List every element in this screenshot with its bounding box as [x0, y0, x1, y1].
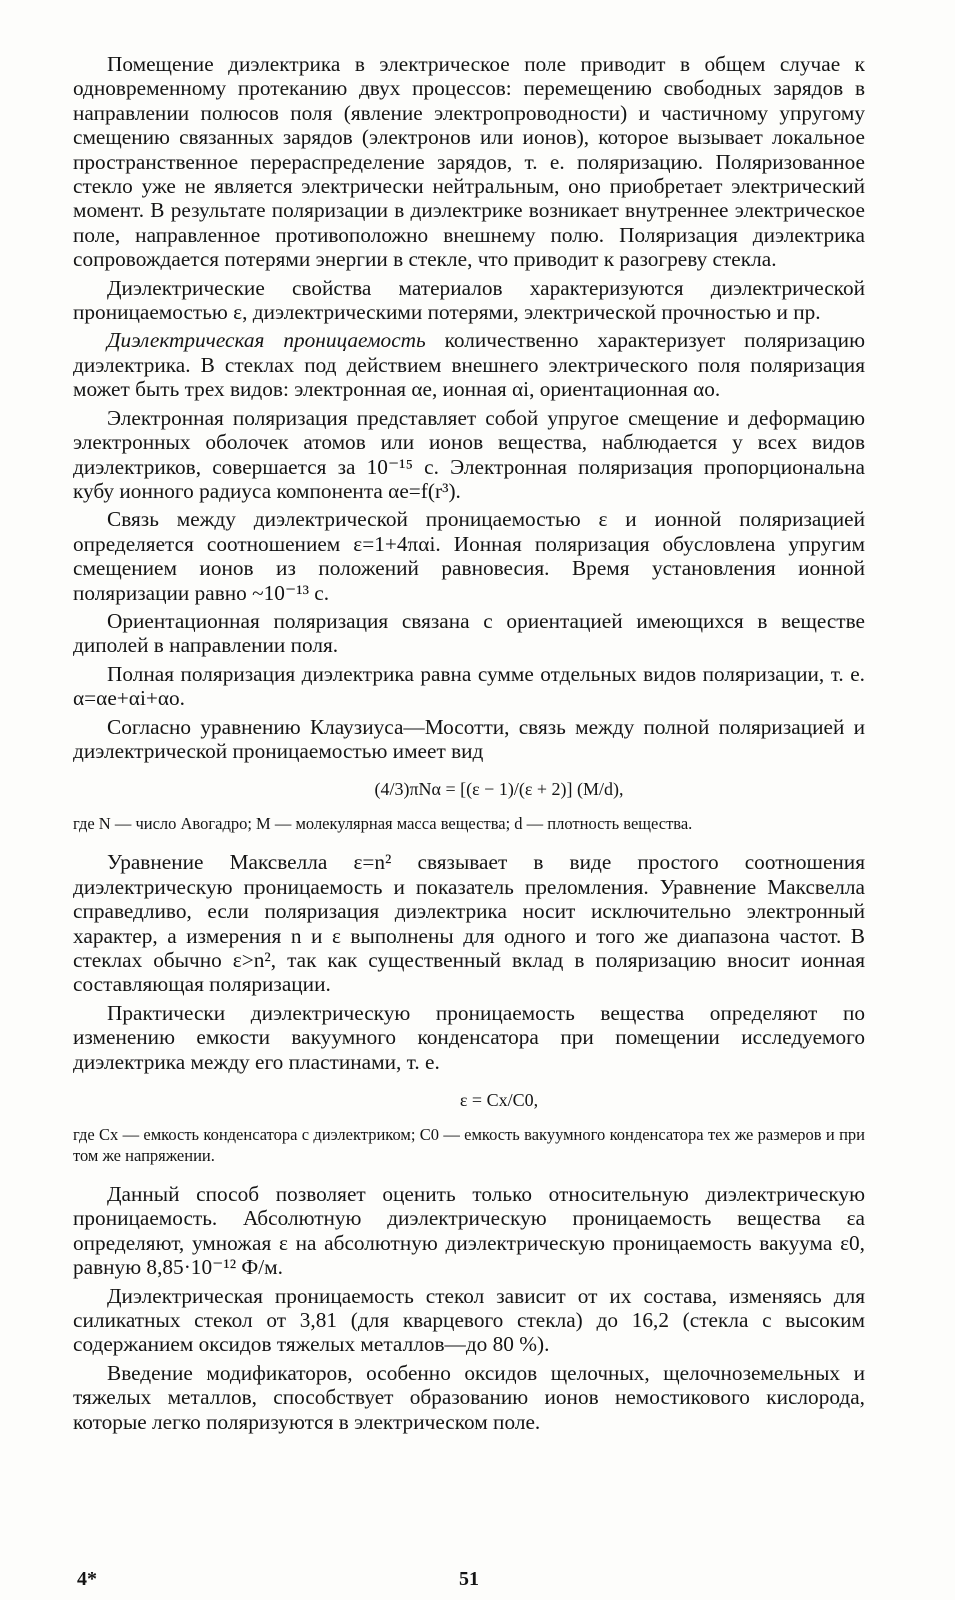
paragraph-orientation-polarization: Ориентационная поляризация связана с ориентацией имеющихся в веществе диполей в направлении поля.: [73, 608, 865, 658]
page-body: [73, 52, 865, 1438]
italic-term: Диэлектрическая проницаемость: [107, 328, 426, 353]
paragraph-electronic-polarization: Электронная поляризация представляет собой упругое смещение и деформацию электронных оболочек атомов или ионов вещества, наблюдается у всех видов диэлектриков, совершается за 10⁻¹⁵ с. Электронная поляризация пропорциональна кубу ионного радиуса компонента αe=f(r³).: [73, 405, 865, 503]
note-formula-symbols: где N — число Авогадро; M — молекулярная масса вещества; d — плотность вещества.: [73, 814, 693, 834]
paragraph-capacitance-method: Практически диэлектрическую проницаемость вещества определяют по изменению емкости вакуумного конденсатора при помещении исследуемого диэлектрика между его пластинами, т. е.: [73, 1000, 865, 1074]
paragraph-total-polarization: Полная поляризация диэлектрика равна сумме отдельных видов поляризации, т. е. α=αe+αi+αo.: [73, 661, 865, 711]
formula-capacitance-ratio: ε = Cx/C0,: [459, 1090, 539, 1111]
note-capacitance-symbols: где Cx — емкость конденсатора с диэлектриком; C0 — емкость вакуумного конденсатора тех же размеров и при том же напряжении.: [73, 1125, 865, 1166]
printer-signature-mark: 4*: [77, 1568, 97, 1590]
paragraph-permittivity-definition: [73, 328, 865, 401]
paragraph-absolute-permittivity: Данный способ позволяет оценить только относительную диэлектрическую проницаемость. Абсолютную диэлектрическую проницаемость вещества εa определяют, умножая ε на абсолютную диэлектрическую проницаемость вакуума ε0, равную 8,85·10⁻¹² Ф/м.: [73, 1182, 865, 1280]
paragraph-modifiers: Введение модификаторов, особенно оксидов щелочных, щелочноземельных и тяжелых металлов, способствует образованию ионов немостикового кислорода, которые легко поляризуются в электрическом поле.: [73, 1360, 865, 1434]
paragraph-polarization-intro: Помещение диэлектрика в электрическое поле приводит в общем случае к одновременному протеканию двух процессов: перемещению свободных зарядов в направлении полюсов поля (явление электропроводности) и частичному упругому смещению связанных зарядов (электронов или ионов), которое вызывает локальное пространственное перераспределение зарядов, т. е. поляризацию. Поляризованное стекло уже не является электрически нейтральным, оно приобретает электрический момент. В результате поляризации в диэлектрике возникает внутреннее электрическое поле, направленное противоположно внешнему полю. Поляризация диэлектрика сопровождается потерями энергии в стекле, что приводит к разогреву стекла.: [73, 52, 865, 272]
page-footer: [73, 1568, 865, 1592]
paragraph-ionic-polarization: Связь между диэлектрической проницаемостью ε и ионной поляризацией определяется соотношением ε=1+4παi. Ионная поляризация обусловлена упругим смещением ионов из положений равновесия. Время установления ионной поляризации равно ~10⁻¹³ с.: [73, 507, 865, 605]
paragraph-text: количественно характеризует поляризацию диэлектрика. В стеклах под действием внешнего электрического поля поляризация может быть трех видов: электронная αe, ионная αi, ориентационная αo.: [73, 328, 865, 402]
formula-clausius-mossotti: (4/3)πNα = [(ε − 1)/(ε + 2)] (M/d),: [374, 779, 624, 800]
paragraph-clausius-mossotti: Согласно уравнению Клаузиуса—Мосотти, связь между полной поляризацией и диэлектрической проницаемостью имеет вид: [73, 714, 865, 763]
page-number: 51: [459, 1568, 479, 1590]
paragraph-glass-permittivity-range: Диэлектрическая проницаемость стекол зависит от их состава, изменяясь для силикатных стекол от 3,81 (для кварцевого стекла) до 16,2 (стекла с высоким содержанием оксидов тяжелых металлов—до 80 %).: [73, 1283, 865, 1357]
paragraph-maxwell-equation: Уравнение Максвелла ε=n² связывает в виде простого соотношения диэлектрическую проницаемость и показатель преломления. Уравнение Максвелла справедливо, если поляризация диэлектрика носит исключительно электронный характер, а измерения n и ε выполнены для одного и того же диапазона частот. В стеклах обычно ε>n², так как существенный вклад в поляризацию вносит ионная составляющая поляризации.: [73, 850, 865, 997]
paragraph-dielectric-properties: Диэлектрические свойства материалов характеризуются диэлектрической проницаемостью ε, диэлектрическими потерями, электрической прочностью и пр.: [73, 275, 865, 325]
